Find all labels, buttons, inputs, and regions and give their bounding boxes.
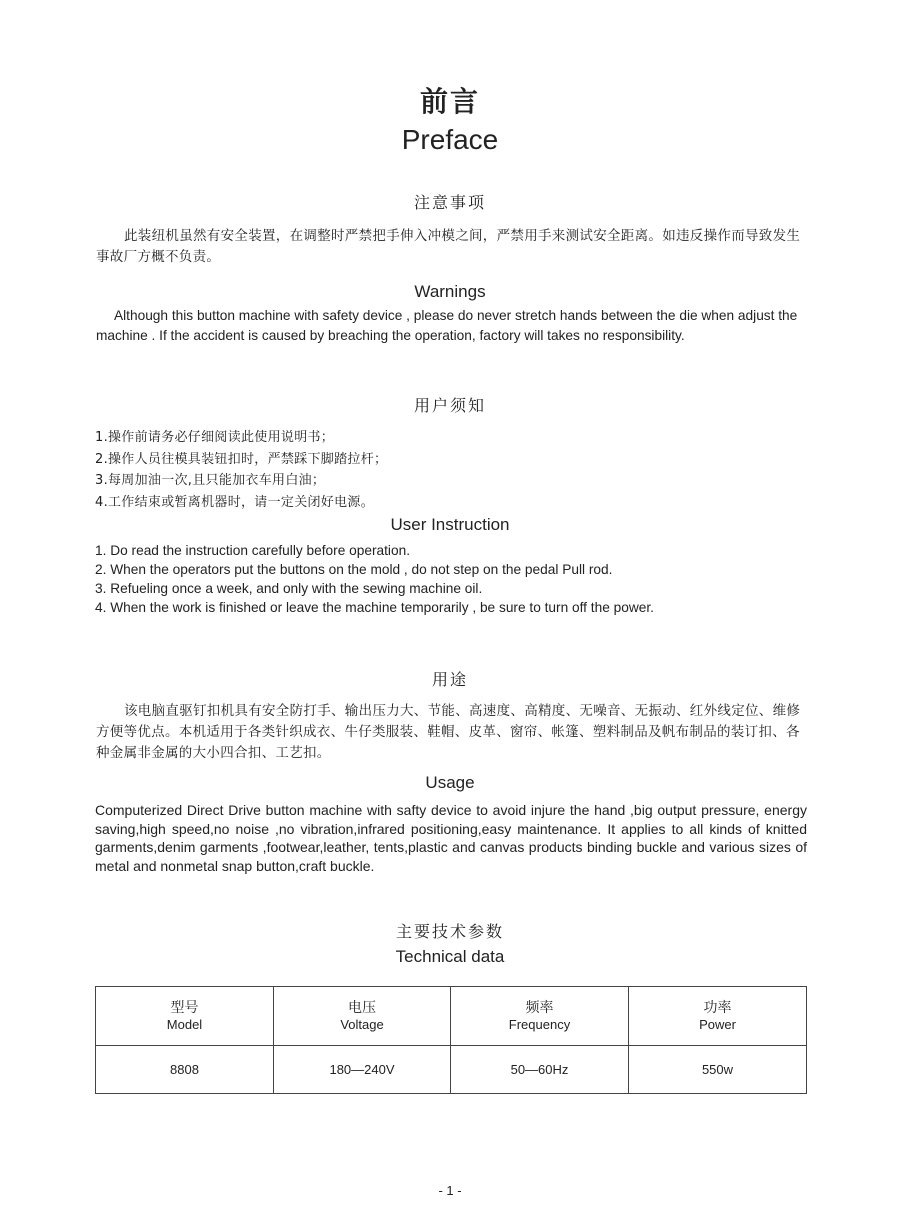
column-header-power: [629, 987, 807, 1046]
warnings-text-cn: 此装纽机虽然有安全装置，在调整时严禁把手伸入冲模之间，严禁用手来测试安全距离。如违反操作而导致发生事故厂方概不负责。: [96, 228, 801, 265]
table-cell-frequency: 50—60Hz: [451, 1046, 629, 1094]
column-label-en: Voltage: [340, 1017, 384, 1032]
user-instruction-list-cn: [95, 427, 815, 513]
list-item: 2. When the operators put the buttons on the mold , do not step on the pedal Pull rod.: [95, 562, 613, 577]
list-item: 3.每周加油一次,且只能加衣车用白油；: [95, 473, 326, 488]
table-header-row: [96, 987, 807, 1046]
column-header-model: [96, 987, 274, 1046]
column-header-frequency: [451, 987, 629, 1046]
table-cell-model: 8808: [96, 1046, 274, 1094]
list-item: 4. When the work is finished or leave the machine temporarily , be sure to turn off the power.: [95, 600, 654, 615]
warnings-text-en: Although this button machine with safety device , please do never stretch hands between the die when adjust the machine . If the accident is caused by breaching the operation, factory will takes no responsibility.: [96, 308, 798, 343]
list-item: 3. Refueling once a week, and only with the sewing machine oil.: [95, 581, 483, 596]
column-label-cn: 功率: [703, 1000, 732, 1016]
column-header-voltage: [274, 987, 451, 1046]
table-cell-voltage: 180—240V: [274, 1046, 451, 1094]
column-label-en: Model: [166, 1017, 203, 1032]
technical-heading-cn: 主要技术参数: [395, 922, 504, 941]
page-title-cn: 前言: [419, 85, 480, 118]
table-cell-power: 550w: [629, 1046, 807, 1094]
column-label-cn: 频率: [525, 1000, 554, 1016]
user-instruction-heading-cn: 用户须知: [413, 396, 486, 415]
table-row: [96, 1046, 807, 1094]
list-item: 1. Do read the instruction carefully before operation.: [95, 543, 410, 558]
user-instruction-heading-en: User Instruction: [390, 515, 510, 534]
page-number: - 1 -: [438, 1183, 462, 1198]
usage-text-en: Computerized Direct Drive button machine with safty device to avoid injure the hand ,big output pressure, energy saving,high speed,no noise ,no vibration,infrared positioning,easy maintenance. It applies to all kinds of knitted garments,denim garments ,footwear,leather, tents,plastic and canvas products binding buckle and various sizes of metal and nonmetal snap button,craft buckle.: [95, 802, 807, 874]
usage-heading-en: Usage: [425, 773, 475, 792]
list-item: 4.工作结束或暂离机器时，请一定关闭好电源。: [95, 494, 375, 510]
column-label-cn: 型号: [170, 1000, 199, 1016]
column-label-cn: 电压: [348, 1000, 376, 1016]
usage-heading-cn: 用途: [431, 670, 468, 689]
technical-heading-en: Technical data: [395, 947, 505, 966]
list-item: 2.操作人员往模具装钮扣时，严禁踩下脚踏拉杆；: [95, 451, 388, 467]
technical-data-table: [95, 986, 807, 1094]
column-label-en: Frequency: [508, 1017, 571, 1032]
usage-text-cn: 该电脑直驱钉扣机具有安全防打手、输出压力大、节能、高速度、高精度、无噪音、无振动、红外线定位、维修方便等优点。本机适用于各类针织成衣、牛仔类服装、鞋帽、皮革、窗帘、帐篷、塑料制品及帆布制品的装订扣、各种金属非金属的大小四合扣、工艺扣。: [96, 703, 801, 761]
user-instruction-list-en: [95, 541, 815, 617]
column-label-en: Power: [699, 1017, 736, 1032]
list-item: 1.操作前请务必仔细阅读此使用说明书；: [95, 430, 335, 445]
page-title-en: Preface: [401, 124, 499, 155]
warnings-heading-en: Warnings: [414, 282, 486, 301]
warnings-heading-cn: 注意事项: [413, 193, 486, 212]
